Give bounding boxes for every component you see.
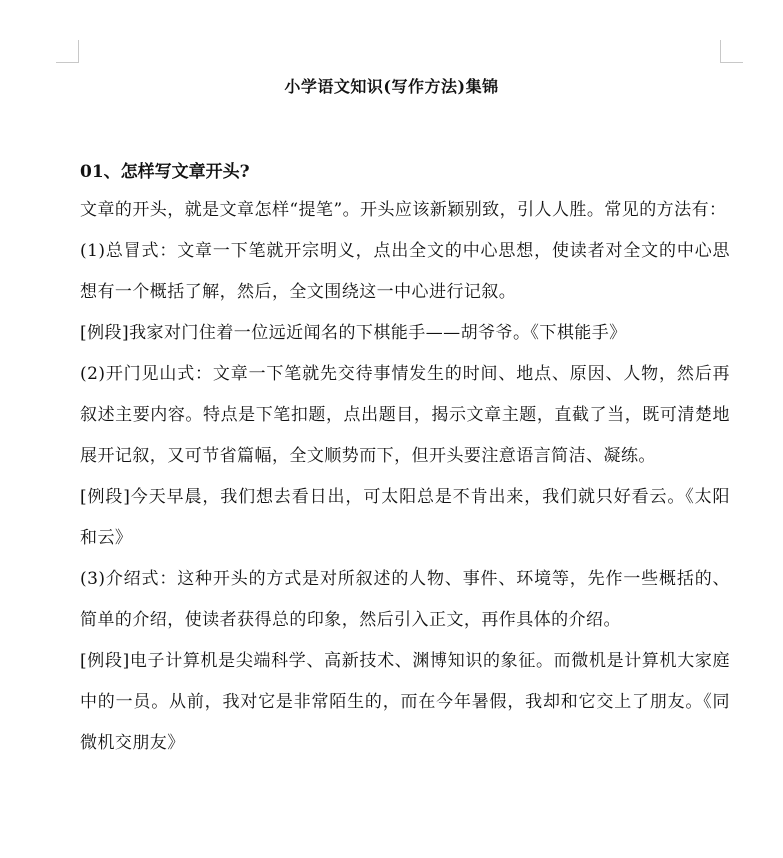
document-title: 小学语文知识(写作方法)集锦 — [284, 77, 499, 96]
paragraph-example-3: [例段]电子计算机是尖端科学、高新技术、渊博知识的象征。而微机是计算机大家庭中的一员。从前，我对它是非常陌生的，而在今年暑假，我却和它交上了朋友。《同微机交朋友》 — [80, 651, 730, 753]
document-body — [80, 190, 730, 764]
paragraph-example-1: [例段]我家对门住着一位远近闻名的下棋能手——胡爷爷。《下棋能手》 — [80, 323, 627, 343]
section-heading: 01、怎样写文章开头? — [80, 162, 250, 182]
paragraph-method-2: (2)开门见山式：文章一下笔就先交待事情发生的时间、地点、原因、人物，然后再叙述主要内容。特点是下笔扣题，点出题目，揭示文章主题，直截了当，既可清楚地展开记叙，又可节省篇幅，全文顺势而下，但开头要注意语言简洁、凝练。 — [80, 364, 730, 466]
paragraph-method-3: (3)介绍式：这种开头的方式是对所叙述的人物、事件、环境等，先作一些概括的、简单的介绍，使读者获得总的印象，然后引入正文，再作具体的介绍。 — [80, 569, 730, 630]
margin-corner-top-right — [720, 40, 743, 63]
paragraph-method-1: (1)总冒式：文章一下笔就开宗明义，点出全文的中心思想，使读者对全文的中心思想有一个概括了解，然后，全文围绕这一中心进行记叙。 — [80, 241, 730, 302]
margin-corner-top-left — [56, 40, 79, 63]
paragraph-intro: 文章的开头，就是文章怎样“提笔”。开头应该新颖别致，引人人胜。常见的方法有： — [80, 200, 727, 220]
paragraph-example-2: [例段]今天早晨，我们想去看日出，可太阳总是不肯出来，我们就只好看云。《太阳和云》 — [80, 487, 730, 548]
